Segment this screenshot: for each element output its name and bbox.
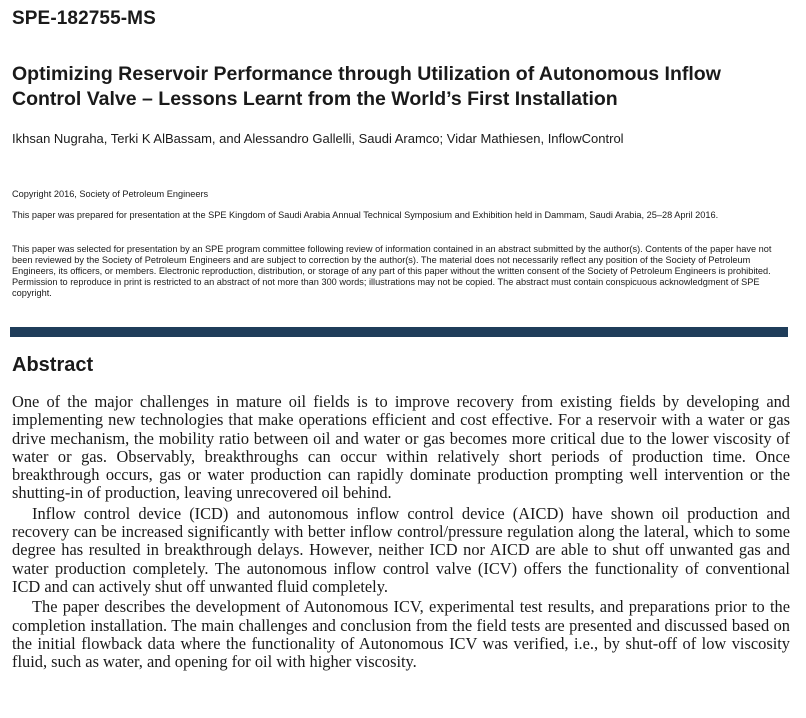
abstract-paragraph: The paper describes the development of Autonomous ICV, experimental test results, and preparations prior to the completion installation. The main challenges and conclusion from the field tests are presented and discussed based on the initial flowback data where the functionality of Autonomous ICV was verified, i.e., by shut-off of low viscosity fluid, such as water, and opening for oil with higher viscosity. [12, 597, 790, 672]
selection-notice: This paper was selected for presentation by an SPE program committee following review of information contained in an abstract submitted by the author(s). Contents of the paper have not been reviewed by the Society of Petroleum Engineers and are subject to correction by the author(s). The material does not necessarily reflect any position of the Society of Petroleum Engineers, its officers, or members. Electronic reproduction, distribution, or storage of any part of this paper without the written consent of the Society of Petroleum Engineers is prohibited. Permission to reproduce in print is restricted to an abstract of not more than 300 words; illustrations may not be copied. The abstract must contain conspicuous acknowledgment of SPE copyright. [12, 244, 772, 298]
presentation-notice: This paper was prepared for presentation at the SPE Kingdom of Saudi Arabia Annual Technical Symposium and Exhibition held in Dammam, Saudi Arabia, 25–28 April 2016. [12, 210, 719, 220]
abstract-paragraph: One of the major challenges in mature oil fields is to improve recovery from existing fields by developing and implementing new technologies that make operations efficient and cost effective. For a reservoir with a water or gas drive mechanism, the mobility ratio between oil and water or gas becomes more critical due to the lower viscosity of water or gas. Observably, breakthroughs can occur within relatively short periods of production time. Once breakthrough occurs, gas or water production can rapidly dominate production prompting well intervention or the shutting-in of production, leaving unrecovered oil behind. [12, 392, 790, 503]
abstract-body [12, 393, 790, 671]
abstract-paragraph: Inflow control device (ICD) and autonomous inflow control device (AICD) have shown oil production and recovery can be increased significantly with better inflow control/pressure regulation along the lateral, which to some degree has resulted in breakthrough delays. However, neither ICD nor AICD are able to shut off unwanted gas and water production completely. The autonomous inflow control valve (ICV) offers the functionality of conventional ICD and can actively shut off unwanted fluid completely. [12, 503, 790, 596]
author-list: Ikhsan Nugraha, Terki K AlBassam, and Alessandro Gallelli, Saudi Aramco; Vidar Mathiesen, InflowControl [12, 131, 624, 146]
section-divider [10, 327, 788, 337]
paper-id: SPE-182755-MS [12, 8, 156, 29]
abstract-heading: Abstract [12, 354, 94, 376]
paper-title: Optimizing Reservoir Performance through Utilization of Autonomous Inflow Control Valve – Lessons Learnt from the World’s First Installation [12, 63, 721, 110]
copyright-notice: Copyright 2016, Society of Petroleum Engineers [12, 189, 209, 199]
